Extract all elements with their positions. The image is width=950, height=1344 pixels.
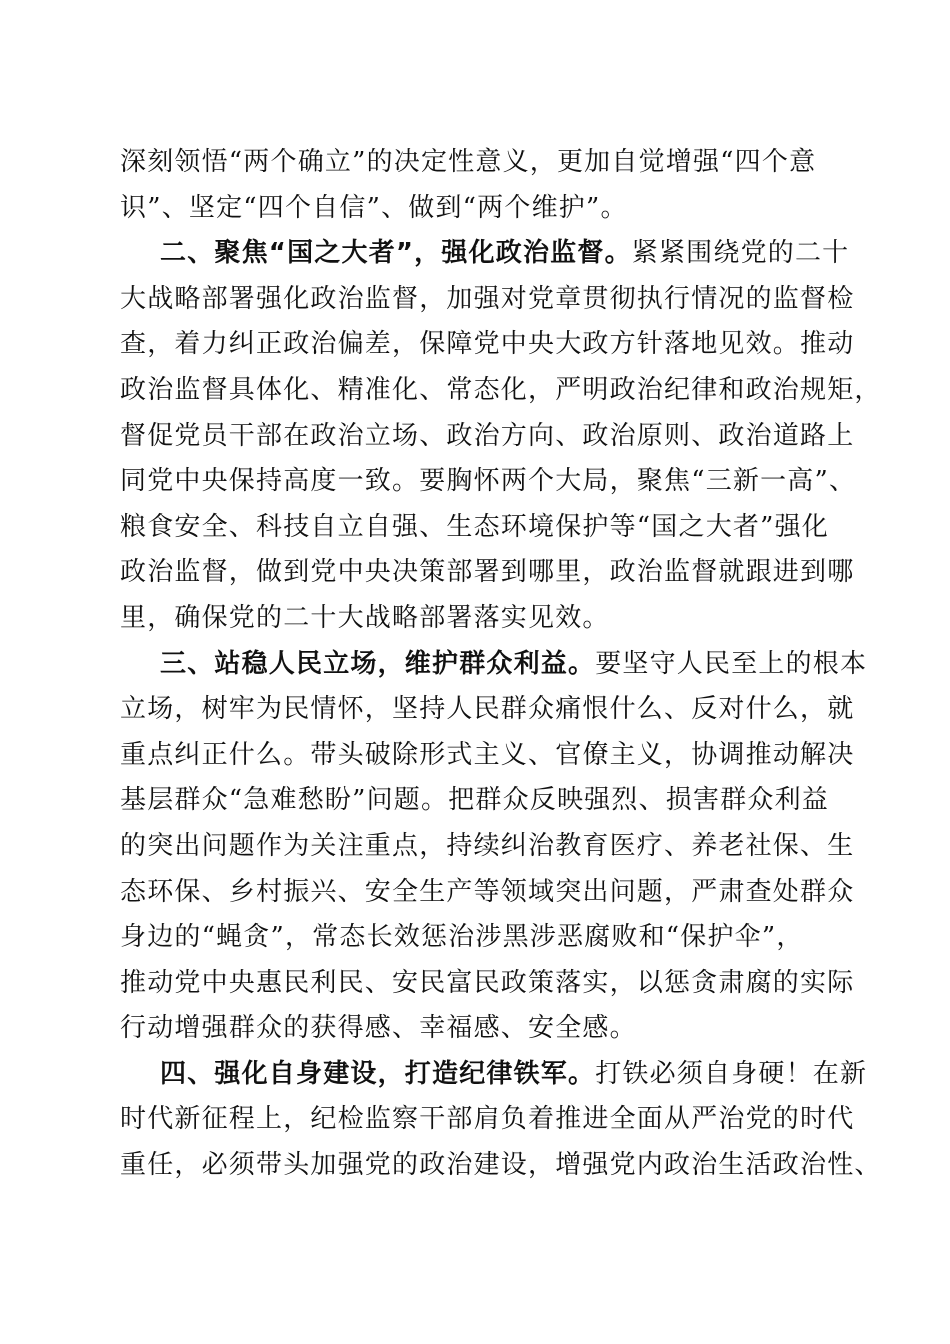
- body-text: 要坚守人民至上的根本: [595, 648, 868, 679]
- body-line: 深刻领悟“两个确立”的决定性意义，更加自觉增强“四个意: [120, 147, 817, 177]
- body-line: 粮食安全、科技自立自强、生态环境保护等“国之大者”强化: [120, 511, 829, 542]
- body-line: 态环保、乡村振兴、安全生产等领域突出问题，严肃查处群众: [120, 876, 855, 907]
- body-line: 重任，必须带头加强党的政治建设，增强党内政治生活政治性、: [120, 1150, 882, 1181]
- body-line: 基层群众“急难愁盼”问题。把群众反映强烈、损害群众利益: [120, 785, 829, 816]
- body-line: 查，着力纠正政治偏差，保障党中央大政方针落地见效。推动: [120, 329, 855, 360]
- body-line: 推动党中央惠民利民、安民富民政策落实，以惩贪肃腐的实际: [120, 967, 855, 998]
- body-line: 大战略部署强化政治监督，加强对党章贯彻执行情况的监督检: [120, 283, 855, 314]
- body-line: 里，确保党的二十大战略部署落实见效。: [120, 602, 610, 633]
- section-heading-line: [120, 642, 868, 688]
- body-line: 时代新征程上，纪检监察干部肩负着推进全面从严治党的时代: [120, 1104, 855, 1135]
- section-heading-2: 二、聚焦“国之大者”，强化政治监督。: [160, 238, 632, 269]
- body-line: 重点纠正什么。带头破除形式主义、官僚主义，协调推动解决: [120, 739, 855, 770]
- body-text: 紧紧围绕党的二十: [631, 238, 850, 269]
- body-line: 行动增强群众的获得感、幸福感、安全感。: [120, 1013, 637, 1044]
- section-heading-4: 四、强化自身建设，打造纪律铁军。: [160, 1058, 596, 1089]
- body-line: 身边的“蝇贪”，常态长效惩治涉黑涉恶腐败和“保护伞”，: [120, 922, 804, 953]
- body-line: 政治监督具体化、精准化、常态化，严明政治纪律和政治规矩，: [120, 374, 882, 405]
- section-heading-3: 三、站稳人民立场，维护群众利益。: [160, 648, 596, 679]
- section-heading-line: [120, 1052, 868, 1098]
- section-heading-line: [120, 231, 850, 277]
- body-line: 同党中央保持高度一致。要胸怀两个大局，聚焦“三新一高”、: [120, 466, 857, 497]
- body-line: 的突出问题作为关注重点，持续纠治教育医疗、养老社保、生: [120, 830, 855, 861]
- body-line: 督促党员干部在政治立场、政治方向、政治原则、政治道路上: [120, 420, 855, 451]
- body-line: 政治监督，做到党中央决策部署到哪里，政治监督就跟进到哪: [120, 557, 855, 588]
- body-text: 打铁必须自身硬！在新: [595, 1058, 868, 1089]
- body-line: 立场，树牢为民情怀，坚持人民群众痛恨什么、反对什么，就: [120, 694, 855, 725]
- document-page: [120, 140, 882, 1189]
- body-line: 识”、坚定“四个自信”、做到“两个维护”。: [120, 192, 628, 223]
